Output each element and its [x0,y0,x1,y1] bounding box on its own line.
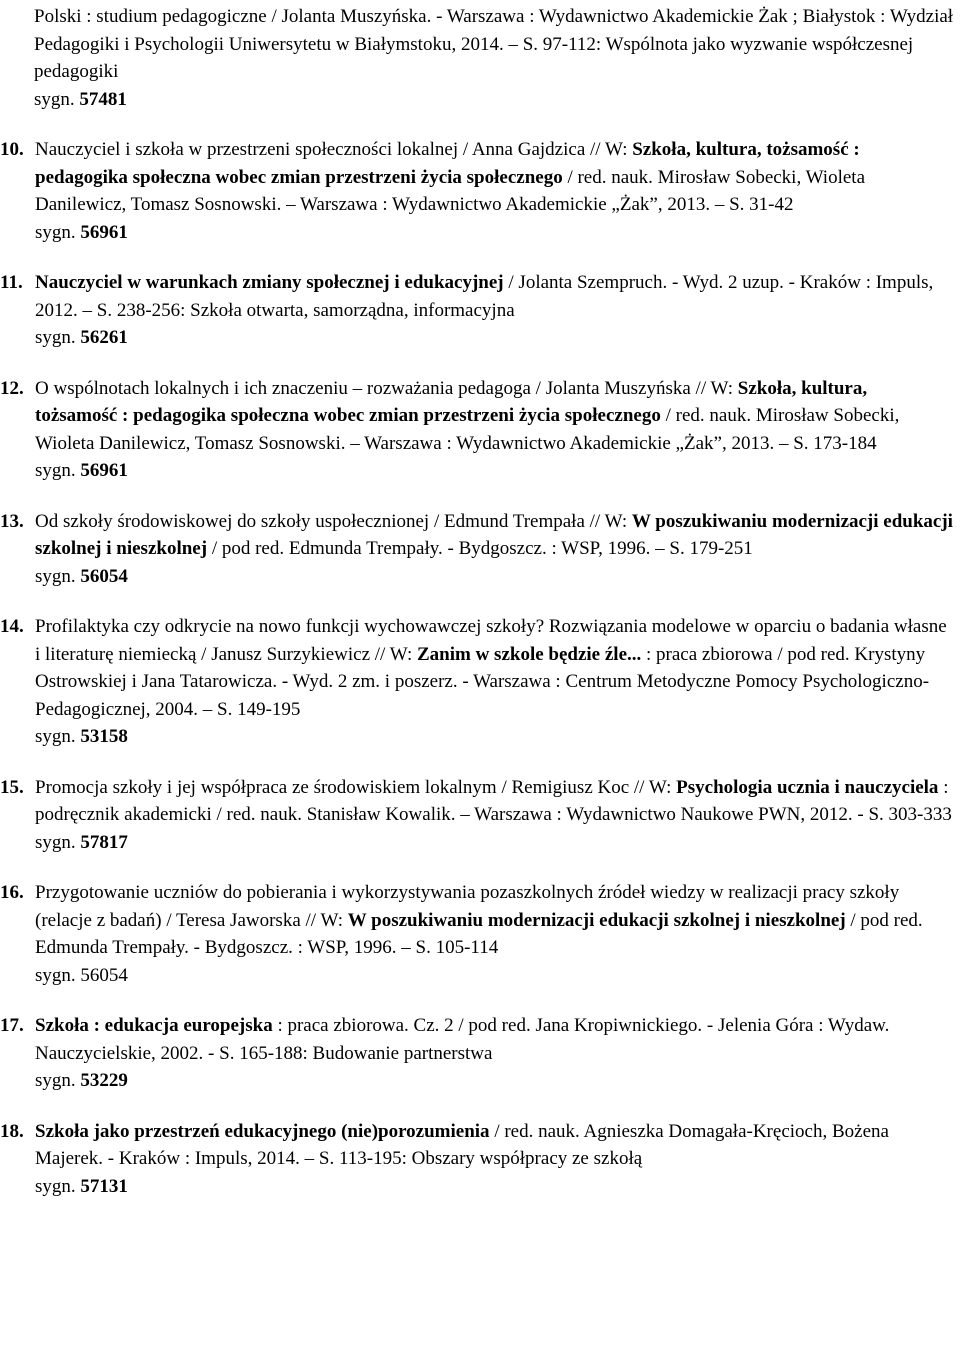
entry-details: : podręcznik akademicki / red. nauk. Stanisław Kowalik. – Warszawa : Wydawnictwo Naukowe PWN, 2012. - S. 303-333 [35,776,952,825]
entry-text: Promocja szkoły i jej współpraca ze środowiskiem lokalnym / Remigiusz Koc // W: [35,776,677,798]
entry-title: Nauczyciel w warunkach zmiany społecznej i edukacyjnej [35,272,504,293]
entry-details: / pod red. Edmunda Trempały. - Bydgoszcz. : WSP, 1996. – S. 179-251 [207,538,753,559]
call-number-label: sygn. [35,726,76,747]
entry-text: Polski : studium pedagogiczne / Jolanta Muszyńska. - Warszawa : Wydawnictwo Akademickie Żak ; Białystok : Wydział Pedagogiki i Psychologii Uniwersytetu w Białymstoku, 2014. – S. 97-112: Wspólnota jako wyzwanie współczesnej pedagogiki [34,6,954,82]
bibliography-entry [0,269,954,352]
entry-number: 18. [0,1120,24,1142]
entry-text: Nauczyciel i szkoła w przestrzeni społeczności lokalnej / Anna Gajdzica // W: [35,139,633,160]
call-number-label: sygn. [35,831,76,853]
bibliography-entry [0,879,954,989]
call-number-value: 57481 [79,88,127,110]
call-number [35,723,954,751]
bibliography-entry [0,508,954,591]
entry-text: Przygotowanie uczniów do pobierania i wykorzystywania pozaszkolnych źródeł wiedzy w realizacji pracy szkoły (relacje z badań) / Teresa Jaworska // W: [35,882,900,931]
call-number-label: sygn. [35,565,76,587]
entry-text: O wspólnotach lokalnych i ich znaczeniu – rozważania pedagoga / Jolanta Muszyńska // W: [35,377,738,399]
entry-title: W poszukiwaniu modernizacji edukacji szkolnej i nieszkolnej [35,510,953,559]
bibliography-entry-continued [34,3,954,113]
call-number-label: sygn. [35,1070,76,1091]
entry-title: Szkoła, kultura, tożsamość : pedagogika społeczna wobec zmian przestrzeni życia społecznego [35,377,868,426]
call-number-label: sygn. [35,221,76,243]
entry-title: Szkoła, kultura, tożsamość : pedagogika społeczna wobec zmian przestrzeni życia społecznego [35,139,860,188]
entry-number: 10. [0,139,24,160]
entry-details: / red. nauk. Mirosław Sobecki, Wioleta Danilewicz, Tomasz Sosnowski. – Warszawa : Wydawnictwo Akademickie „Żak”, 2013. – S. 31-42 [35,166,865,215]
call-number-value: 56054 [80,565,128,587]
entry-title: Zanim w szkole będzie źle... [416,643,642,665]
bibliography-entry [0,1118,954,1201]
entry-details: : praca zbiorowa / pod red. Krystyny Ostrowskiej i Jana Tatarowicza. - Wyd. 2 zm. i poszerz. - Warszawa : Centrum Metodyczne Pomocy Psychologiczno-Pedagogicznej, 2004. – S. 149-195 [35,643,930,720]
call-number-label: sygn. [35,964,76,986]
entry-details: / red. nauk. Mirosław Sobecki, Wioleta Danilewicz, Tomasz Sosnowski. – Warszawa : Wydawnictwo Akademickie „Żak”, 2013. – S. 173-184 [35,405,900,454]
entry-title: Szkoła : edukacja europejska [35,1015,273,1036]
entry-title: W poszukiwaniu modernizacji edukacji szkolnej i nieszkolnej [347,909,846,931]
call-number [35,457,954,485]
entry-title: Szkoła jako przestrzeń edukacyjnego (nie)porozumienia [35,1120,490,1142]
call-number-label: sygn. [34,88,75,110]
call-number [35,829,954,857]
call-number-value: 57817 [80,831,128,853]
entry-text: Profilaktyka czy odkrycie na nowo funkcji wychowawczej szkoły? Rozwiązania modelowe w oparciu o badania własne i literaturę niemiecką / Janusz Surzykiewicz // W: [35,616,947,665]
call-number [35,1173,954,1201]
entry-number: 12. [0,377,24,399]
call-number [35,324,954,352]
call-number [35,962,954,990]
call-number-label: sygn. [35,1175,76,1197]
call-number [35,1067,954,1095]
entry-number: 17. [0,1015,24,1036]
bibliography-entry [0,375,954,485]
entry-details: / Jolanta Szempruch. - Wyd. 2 uzup. - Kraków : Impuls, 2012. – S. 238-256: Szkoła otwarta, samorządna, informacyjna [35,272,934,321]
entry-title: Psychologia ucznia i nauczyciela [676,776,939,798]
bibliography-entry [0,1012,954,1095]
call-number-value: 53229 [80,1070,128,1091]
entry-details: / pod red. Edmunda Trempały. - Bydgoszcz. : WSP, 1996. – S. 105-114 [35,909,923,958]
entry-number: 13. [0,510,24,532]
call-number-value: 56961 [80,460,128,481]
entry-number: 11. [0,272,23,293]
call-number [35,219,954,247]
call-number-value: 53158 [80,726,128,747]
call-number-label: sygn. [35,460,76,481]
entry-number: 16. [0,882,24,903]
entry-text: Od szkoły środowiskowej do szkoły uspołecznionej / Edmund Trempała // W: [35,510,632,532]
bibliography-entry [0,613,954,751]
call-number [34,86,954,114]
bibliography-entry [0,136,954,246]
entry-details: : praca zbiorowa. Cz. 2 / pod red. Jana Kropiwnickiego. - Jelenia Góra : Wydaw. Nauczycielskie, 2002. - S. 165-188: Budowanie partnerstwa [35,1015,890,1064]
call-number-value: 56961 [80,221,128,243]
entry-number: 15. [0,776,24,798]
call-number-value: 56054 [80,964,128,986]
bibliography-entry [0,774,954,857]
call-number-label: sygn. [35,327,76,348]
call-number-value: 57131 [80,1175,128,1197]
call-number-value: 56261 [80,327,128,348]
entry-details: / red. nauk. Agnieszka Domagała-Kręcioch, Bożena Majerek. - Kraków : Impuls, 2014. – S. 113-195: Obszary współpracy ze szkołą [35,1120,889,1169]
call-number [35,563,954,591]
entry-number: 14. [0,616,24,637]
